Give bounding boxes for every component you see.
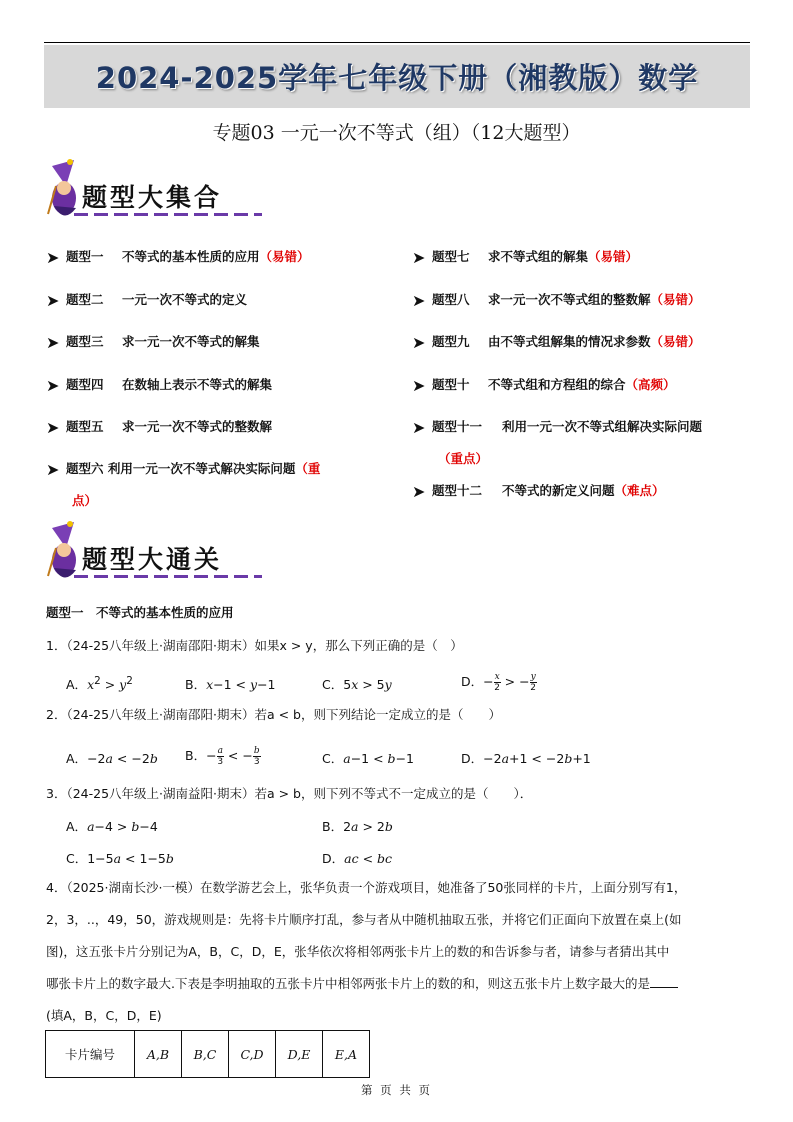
card-sum-table xyxy=(45,1030,370,1078)
q1-option-b[interactable]: B．x−1 < y−1 xyxy=(185,677,276,692)
arrow-icon: ➤ xyxy=(412,417,426,437)
q2-option-c[interactable]: C．a−1 < b−1 xyxy=(322,751,414,766)
table-cell: C,D xyxy=(229,1031,276,1078)
table-row xyxy=(46,1031,370,1078)
section-label-collection: 题型大集合 xyxy=(82,183,223,212)
answer-blank[interactable] xyxy=(650,987,678,988)
arrow-icon: ➤ xyxy=(46,290,60,310)
question-4-line-3: 图)，这五张卡片分别记为A，B，C，D，E，张华依次将相邻两张卡片上的数的和告诉参与者，请参与者猜出其中 xyxy=(46,944,670,959)
section-head-collection xyxy=(44,158,274,228)
q1-option-c[interactable]: C．5x > 5y xyxy=(322,677,392,692)
type-item[interactable]: ➤ 题型二 一元一次不等式的定义 xyxy=(46,284,247,317)
q3-option-b[interactable]: B．2a > 2b xyxy=(322,819,393,834)
question-4-line-2: 2，3，..，49，50，游戏规则是：先将卡片顺序打乱，参与者从中随机抽取五张，并将它们正面向下放置在桌上(如 xyxy=(46,912,682,927)
type-item-continuation: （重点） xyxy=(438,451,489,466)
page-subtitle: 专题03 一元一次不等式（组）（12大题型） xyxy=(212,122,581,144)
table-cell: A,B xyxy=(135,1031,182,1078)
arrow-icon: ➤ xyxy=(412,481,426,501)
section-label-pass: 题型大通关 xyxy=(82,545,223,574)
type-item-continuation: 点） xyxy=(72,493,98,508)
title-banner xyxy=(44,45,750,108)
q2-option-d[interactable]: D．−2a+1 < −2b+1 xyxy=(461,751,591,766)
table-cell: D,E xyxy=(276,1031,323,1078)
arrow-icon: ➤ xyxy=(412,290,426,310)
arrow-icon: ➤ xyxy=(412,332,426,352)
arrow-icon: ➤ xyxy=(46,332,60,352)
type-item[interactable]: ➤ 题型五 求一元一次不等式的整数解 xyxy=(46,411,272,444)
type-item[interactable]: ➤ 题型一 不等式的基本性质的应用（易错） xyxy=(46,241,310,274)
question-group-title: 题型一 不等式的基本性质的应用 xyxy=(46,605,234,620)
type-item[interactable]: ➤ 题型七 求不等式组的解集（易错） xyxy=(412,241,638,274)
q1-option-a[interactable]: A．$x^2 > y^2$ xyxy=(66,675,133,693)
question-1-stem: 1．（24-25八年级上·湖南邵阳·期末）如果x > y，那么下列正确的是（ ） xyxy=(46,638,463,653)
banner-title: 2024-2025学年七年级下册（湘教版）数学 xyxy=(95,61,699,95)
arrow-icon: ➤ xyxy=(46,459,60,479)
type-item[interactable]: ➤ 题型三 求一元一次不等式的解集 xyxy=(46,326,260,359)
question-4-line-5: (填A，B，C，D，E) xyxy=(46,1008,162,1023)
arrow-icon: ➤ xyxy=(46,417,60,437)
arrow-icon: ➤ xyxy=(46,375,60,395)
table-cell: E,A xyxy=(323,1031,370,1078)
q2-option-a[interactable]: A．−2a < −2b xyxy=(66,751,158,766)
q3-option-c[interactable]: C．1−5a < 1−5b xyxy=(66,851,174,866)
section-head-pass xyxy=(44,520,274,590)
question-3-stem: 3．（24-25八年级上·湖南益阳·期末）若a > b，则下列不等式不一定成立的是（ ）． xyxy=(46,786,533,801)
arrow-icon: ➤ xyxy=(412,247,426,267)
q3-option-d[interactable]: D．ac < bc xyxy=(322,851,393,866)
q1-option-d[interactable]: D．− $\frac{x}{2}$ > − $\frac{y}{2}$ xyxy=(461,672,537,693)
type-item[interactable]: ➤ 题型十二 不等式的新定义问题（难点） xyxy=(412,475,665,508)
table-cell: B,C xyxy=(182,1031,229,1078)
section-divider xyxy=(74,213,262,216)
top-rule xyxy=(44,42,750,43)
type-item[interactable]: ➤ 题型十 不等式组和方程组的综合（高频） xyxy=(412,369,676,402)
q2-option-b[interactable]: B．− $\frac{a}{3}$ < − $\frac{b}{3}$ xyxy=(185,746,260,767)
table-header-cell: 卡片编号 xyxy=(46,1031,135,1078)
type-item[interactable]: ➤ 题型六 利用一元一次不等式解决实际问题（重 xyxy=(46,453,320,486)
arrow-icon: ➤ xyxy=(412,375,426,395)
question-2-stem: 2．（24-25八年级上·湖南邵阳·期末）若a < b，则下列结论一定成立的是（ ） xyxy=(46,707,501,722)
question-4-line-1: 4．（2025·湖南长沙·一模）在数学游艺会上，张华负责一个游戏项目，她准备了50张同样的卡片，上面分别写有1， xyxy=(46,880,687,895)
section-divider xyxy=(74,575,262,578)
question-4-line-4: 哪张卡片上的数字最大.下表是李明抽取的五张卡片中相邻两张卡片上的数的和，则这五张卡片上数字最大的是 xyxy=(46,968,751,1000)
type-item[interactable]: ➤ 题型八 求一元一次不等式组的整数解（易错） xyxy=(412,284,701,317)
type-item[interactable]: ➤ 题型四 在数轴上表示不等式的解集 xyxy=(46,369,272,402)
q3-option-a[interactable]: A．a−4 > b−4 xyxy=(66,819,158,834)
type-item[interactable]: ➤ 题型十一 利用一元一次不等式组解决实际问题 xyxy=(412,411,702,444)
page-footer: 第 页 共 页 xyxy=(361,1083,432,1097)
type-item[interactable]: ➤ 题型九 由不等式组解集的情况求参数（易错） xyxy=(412,326,701,359)
arrow-icon: ➤ xyxy=(46,247,60,267)
